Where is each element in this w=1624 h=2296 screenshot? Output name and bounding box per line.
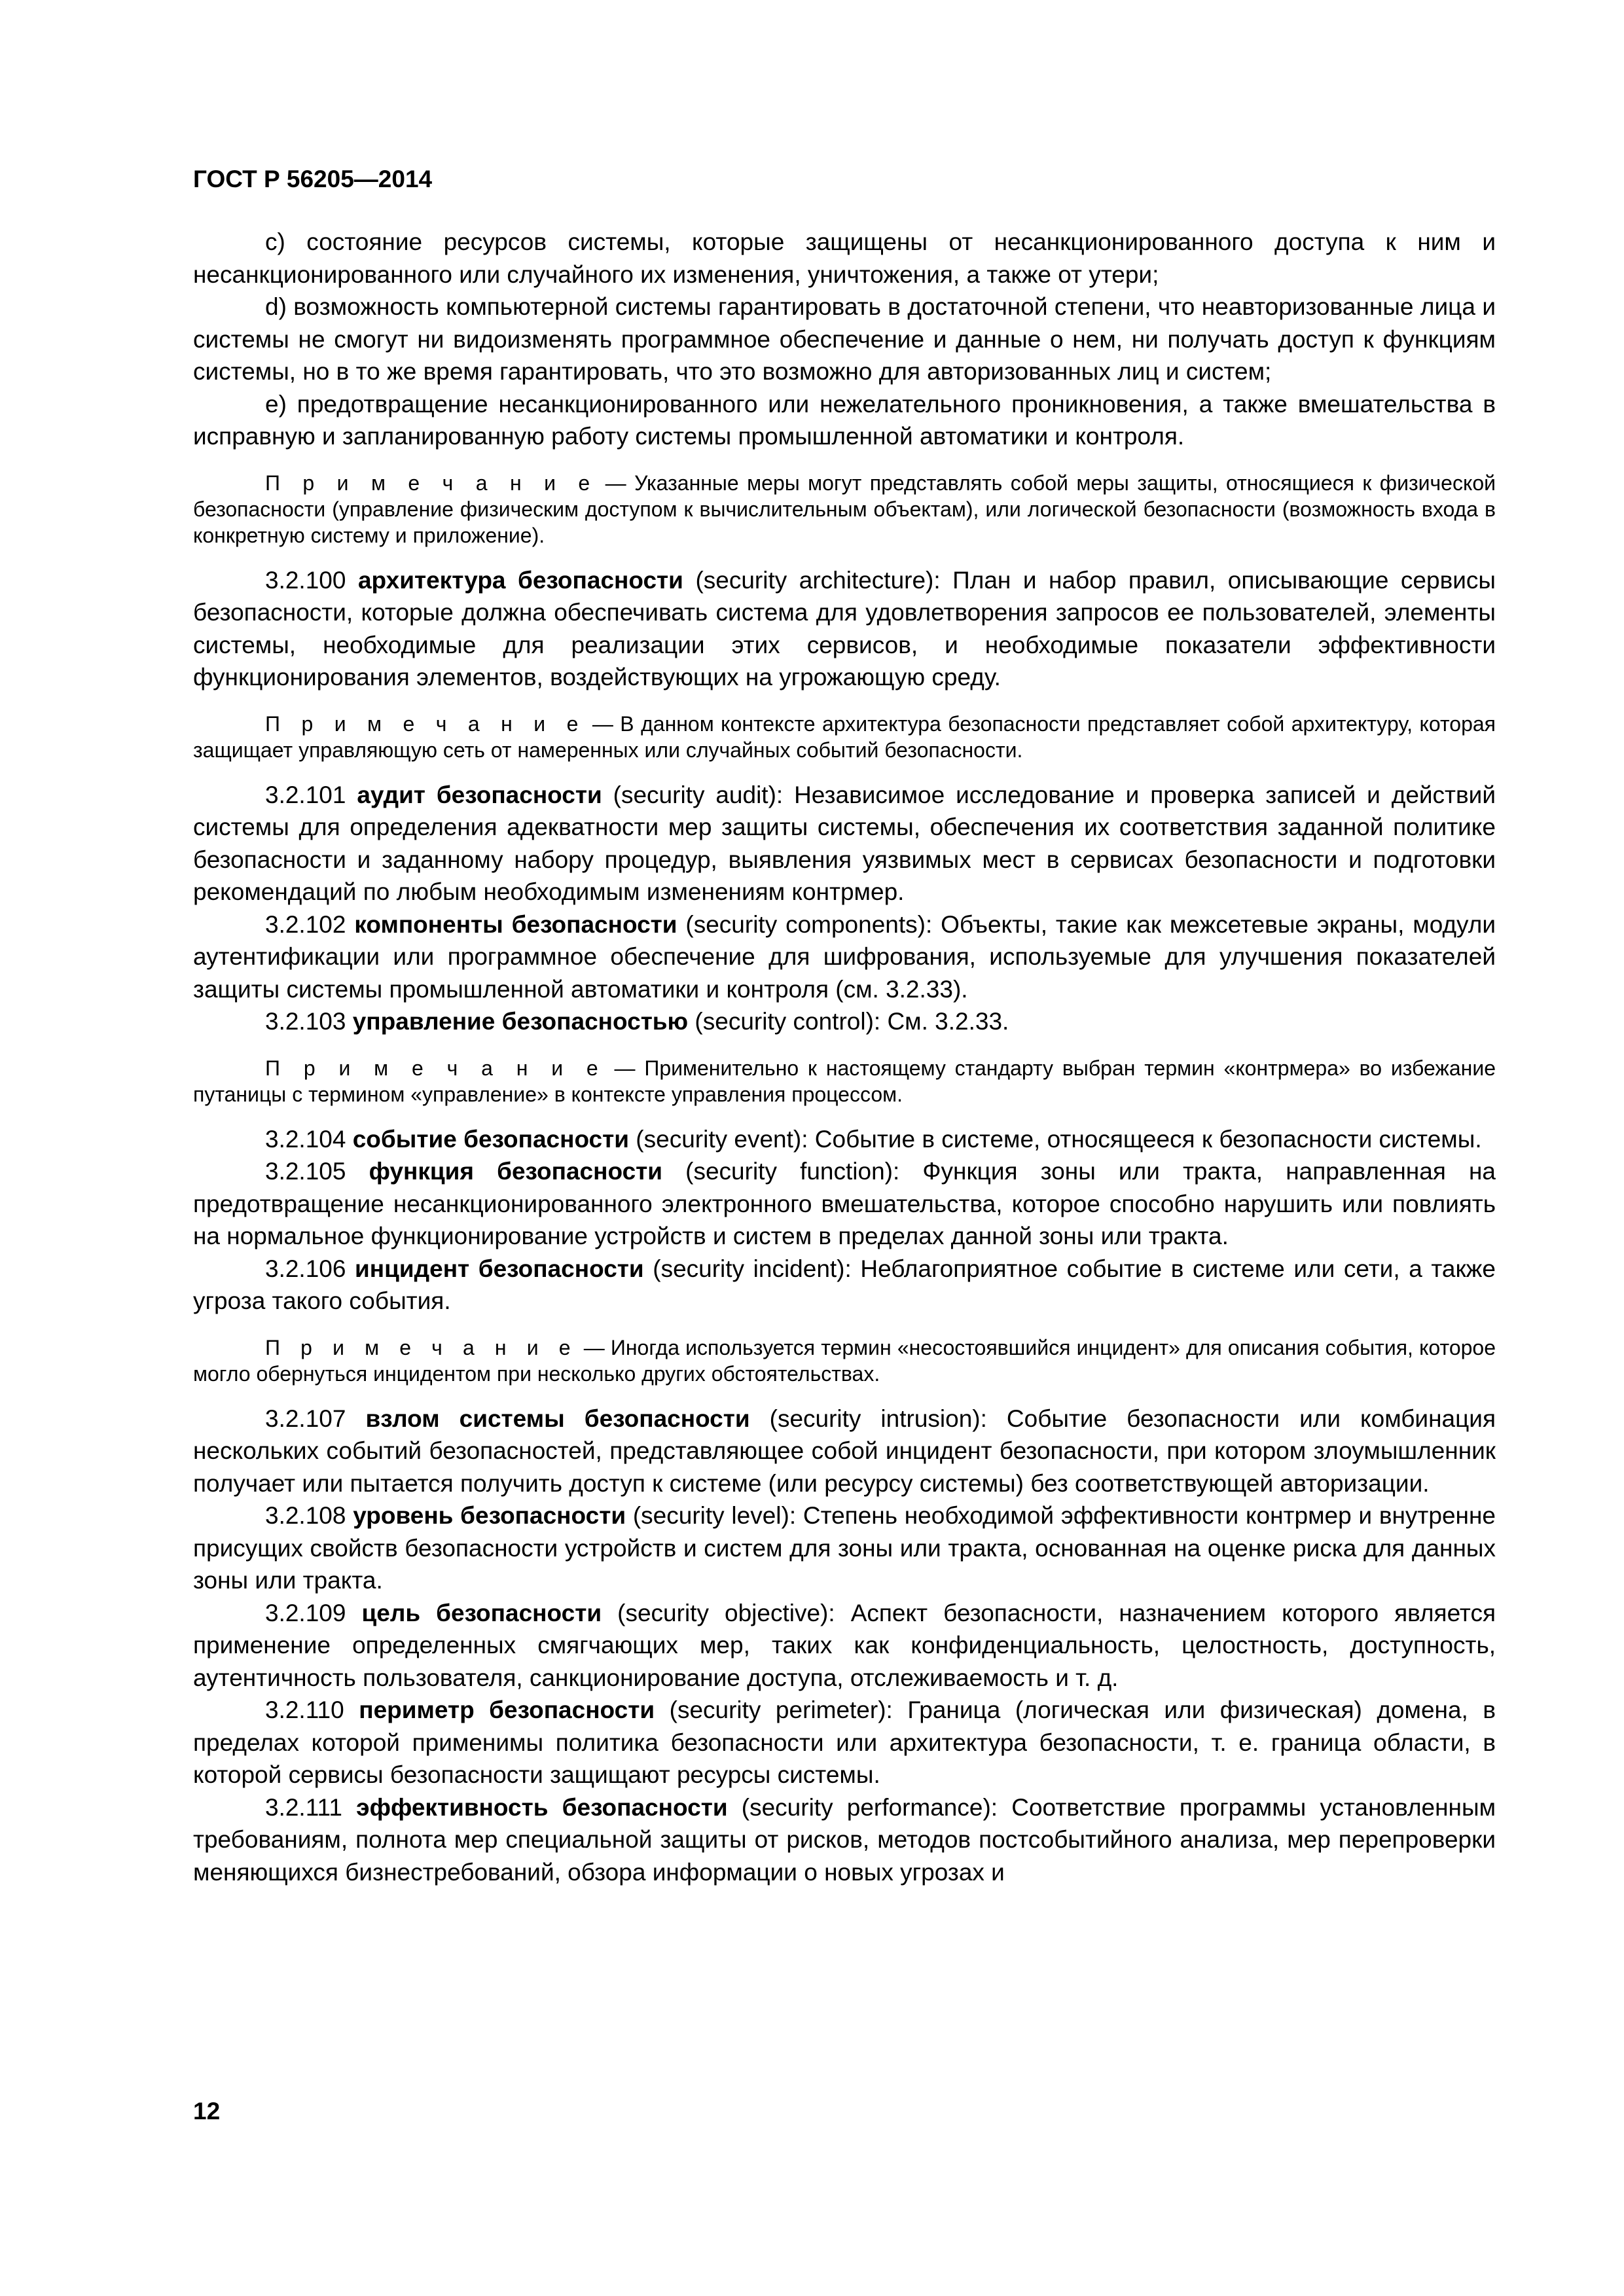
note — [193, 1335, 1496, 1387]
list-item-d: d) возможность компьютерной системы гарантировать в достаточной степени, что неавторизованные лица и системы не смогут ни видоизменять программное обеспечение и данные о нем, ни получать доступ к функциям системы, но в то же время гарантировать, что это возможно для авторизованных лиц и систем; — [193, 293, 1496, 385]
term-name: уровень безопасности — [353, 1502, 626, 1529]
term-text: (security components): Объекты, такие как межсетевые экраны, модули аутентификации или программное обеспечение для шифрования, используемые для улучшения показателей защиты системы промышленной автоматики и контроля (см. 3.2.33). — [193, 910, 1496, 1003]
term-text: (security function): Функция зоны или тракта, направленная на предотвращение несанкционированного электронного вмешательства, которое способно нарушить или повлиять на нормальное функционирование устройств и систем в пределах данной зоны или тракта. — [193, 1158, 1496, 1249]
term-text: (security perimeter): Граница (логическая или физическая) домена, в пределах которой применимы политика безопасности или архитектура безопасности, т. е. граница области, в которой сервисы безопасности защищают ресурсы системы. — [193, 1696, 1496, 1788]
term-definition — [193, 1694, 1496, 1791]
term-name: управление безопасностью — [352, 1008, 689, 1035]
note — [193, 711, 1496, 763]
term-name: цель безопасности — [361, 1599, 602, 1626]
term-name: функция безопасности — [369, 1158, 663, 1185]
term-definition — [193, 1499, 1496, 1597]
page-number: 12 — [193, 2098, 221, 2125]
term-number: 3.2.106 — [265, 1255, 355, 1282]
term-name: взлом системы безопасности — [365, 1405, 750, 1432]
term-number: 3.2.101 — [265, 781, 357, 808]
term-definition — [193, 1005, 1496, 1038]
term-number: 3.2.105 — [265, 1158, 369, 1185]
term-definition — [193, 1791, 1496, 1889]
term-number: 3.2.107 — [265, 1405, 366, 1432]
term-definition — [193, 1123, 1496, 1156]
term-number: 3.2.102 — [265, 910, 355, 938]
term-name: периметр безопасности — [359, 1696, 655, 1723]
term-number: 3.2.111 — [265, 1793, 357, 1821]
term-text: (security event): Событие в системе, относящееся к безопасности системы. — [629, 1125, 1482, 1153]
term-number: 3.2.110 — [265, 1696, 359, 1723]
term-number: 3.2.100 — [265, 566, 358, 594]
term-name: аудит безопасности — [357, 781, 602, 808]
term-definition — [193, 564, 1496, 694]
note — [193, 470, 1496, 548]
term-name: инцидент безопасности — [355, 1255, 644, 1282]
term-text: (security audit): Независимое исследование и проверка записей и действий системы для определения адекватности мер защиты системы, обеспечения их соответствия заданной политике безопасности и заданному набору процедур, выявления уязвимых мест в сервисах безопасности и подготовки рекомендаций по любым необходимым изменениям контрмер. — [193, 781, 1496, 905]
term-definition — [193, 1155, 1496, 1253]
term-number: 3.2.104 — [265, 1125, 353, 1153]
term-name: эффективность безопасности — [356, 1793, 728, 1821]
term-text: (security level): Степень необходимой эффективности контрмер и внутренне присущих свойств безопасности устройств и систем для зоны или тракта, основанная на оценке риска для данных зоны или тракта. — [193, 1502, 1496, 1594]
note-text: — Указанные меры могут представлять собой меры защиты, относящиеся к физической безопасности (управление физическим доступом к вычислительным объектам), или логической безопасности (возможность входа в конкретную систему и приложение). — [193, 471, 1496, 547]
term-number: 3.2.109 — [265, 1599, 362, 1626]
term-definition — [193, 1403, 1496, 1500]
note-text: — В данном контексте архитектура безопасности представляет собой архитектуру, которая защищает управляющую сеть от намеренных или случайных событий безопасности. — [193, 711, 1496, 762]
term-text: (security incident): Неблагоприятное событие в системе или сети, а также угроза такого события. — [193, 1255, 1496, 1314]
note-label: П р и м е ч а н и е — [265, 1335, 578, 1359]
note-text: — Применительно к настоящему стандарту выбран термин «контрмера» во избежание путаницы с термином «управление» в контексте управления процессом. — [193, 1056, 1496, 1106]
note — [193, 1055, 1496, 1107]
term-text: (security intrusion): Событие безопасности или комбинация нескольких событий безопасностей, представляющее собой инцидент безопасности, при котором злоумышленник получает или пытается получить доступ к системе (или ресурсу системы) без соответствующей авторизации. — [193, 1405, 1496, 1497]
term-name: архитектура безопасности — [357, 566, 683, 594]
term-text: (security objective): Аспект безопасности, назначением которого является применение определенных смягчающих мер, таких как конфиденциальность, целостность, доступность, аутентичность пользователя, санкционирование доступа, отслеживаемость и т. д. — [193, 1599, 1496, 1691]
term-definition — [193, 1597, 1496, 1695]
term-text: (security control): См. 3.2.33. — [688, 1008, 1009, 1035]
term-number: 3.2.103 — [265, 1008, 353, 1035]
term-text: (security performance): Соответствие программы установленным требованиям, полнота мер специальной защиты от рисков, методов постсобытийного анализа, мер перепроверки меняющихся бизнестребований, обзора информации о новых угрозах и — [193, 1793, 1496, 1886]
document-header: ГОСТ Р 56205—2014 — [193, 166, 433, 192]
term-number: 3.2.108 — [265, 1502, 353, 1529]
note-label: П р и м е ч а н и е — [265, 1056, 605, 1080]
term-name: компоненты безопасности — [354, 910, 677, 938]
list-item-c: c) состояние ресурсов системы, которые защищены от несанкционированного доступа к ним и несанкционированного или случайного их изменения, уничтожения, а также от утери; — [193, 228, 1496, 288]
note-label: П р и м е ч а н и е — [265, 711, 586, 736]
term-definition — [193, 1253, 1496, 1318]
note-text: — Иногда используется термин «несостоявшийся инцидент» для описания события, которое могло обернуться инцидентом при несколько других обстоятельствах. — [193, 1335, 1496, 1386]
note-label: П р и м е ч а н и е — [265, 471, 598, 495]
term-definition — [193, 779, 1496, 908]
term-name: событие безопасности — [352, 1125, 630, 1153]
document-body — [193, 226, 1496, 1888]
term-text: (security architecture): План и набор правил, описывающие сервисы безопасности, которые должна обеспечивать система для удовлетворения запросов ее пользователей, элементы системы, необходимые для реализации этих сервисов, и необходимые показатели эффективности функционирования элементов, воздействующих на угрожающую среду. — [193, 566, 1496, 691]
list-item-e: e) предотвращение несанкционированного или нежелательного проникновения, а также вмешательства в исправную и запланированную работу системы промышленной автоматики и контроля. — [193, 390, 1496, 450]
term-definition — [193, 908, 1496, 1006]
